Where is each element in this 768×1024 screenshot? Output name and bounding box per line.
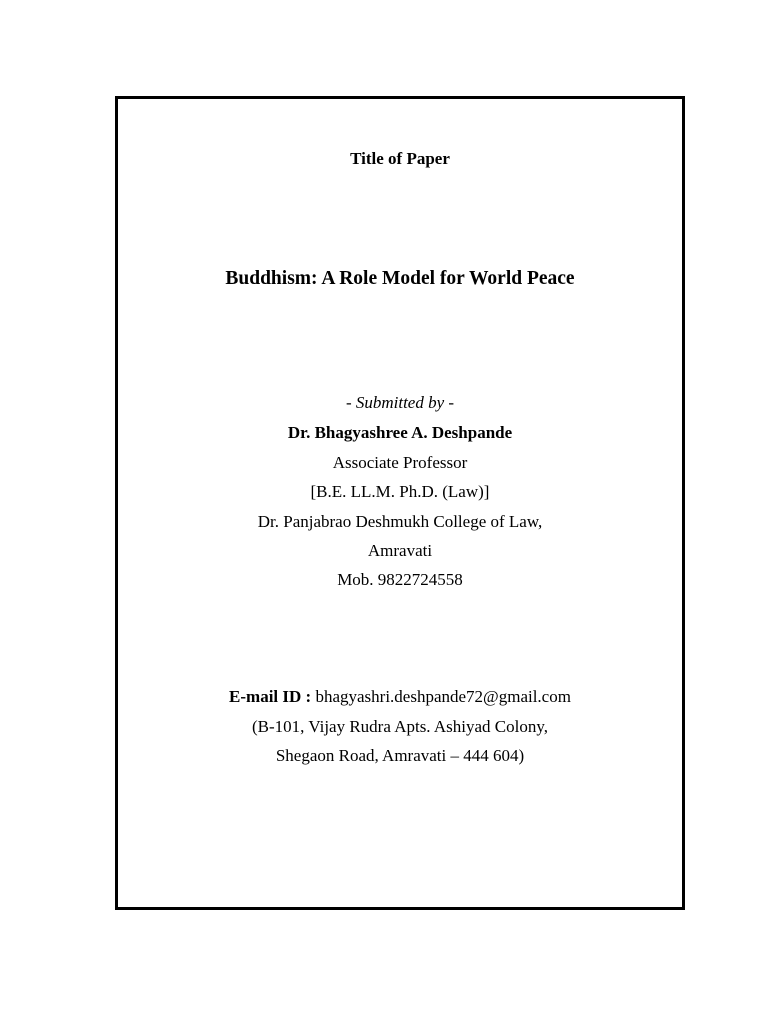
address-line-1: (B-101, Vijay Rudra Apts. Ashiyad Colony, (251, 717, 548, 736)
submitted-by: - Submitted by - (345, 393, 455, 412)
address-line-2: Shegaon Road, Amravati – 444 604) (275, 746, 525, 765)
author-designation: Associate Professor (332, 453, 468, 472)
paper-label: Title of Paper (350, 149, 450, 168)
paper-title: Buddhism: A Role Model for World Peace (225, 268, 575, 289)
author-name: Dr. Bhagyashree A. Deshpande (287, 423, 513, 442)
author-college: Dr. Panjabrao Deshmukh College of Law, (257, 512, 543, 531)
email-label: E-mail ID : (229, 687, 312, 706)
title-page-border (115, 96, 685, 910)
author-degrees: [B.E. LL.M. Ph.D. (Law)] (310, 482, 490, 501)
author-city: Amravati (367, 541, 433, 560)
email-line (118, 687, 682, 707)
author-mobile: Mob. 9822724558 (337, 570, 463, 589)
email-address[interactable]: bhagyashri.deshpande72@gmail.com (315, 687, 571, 706)
